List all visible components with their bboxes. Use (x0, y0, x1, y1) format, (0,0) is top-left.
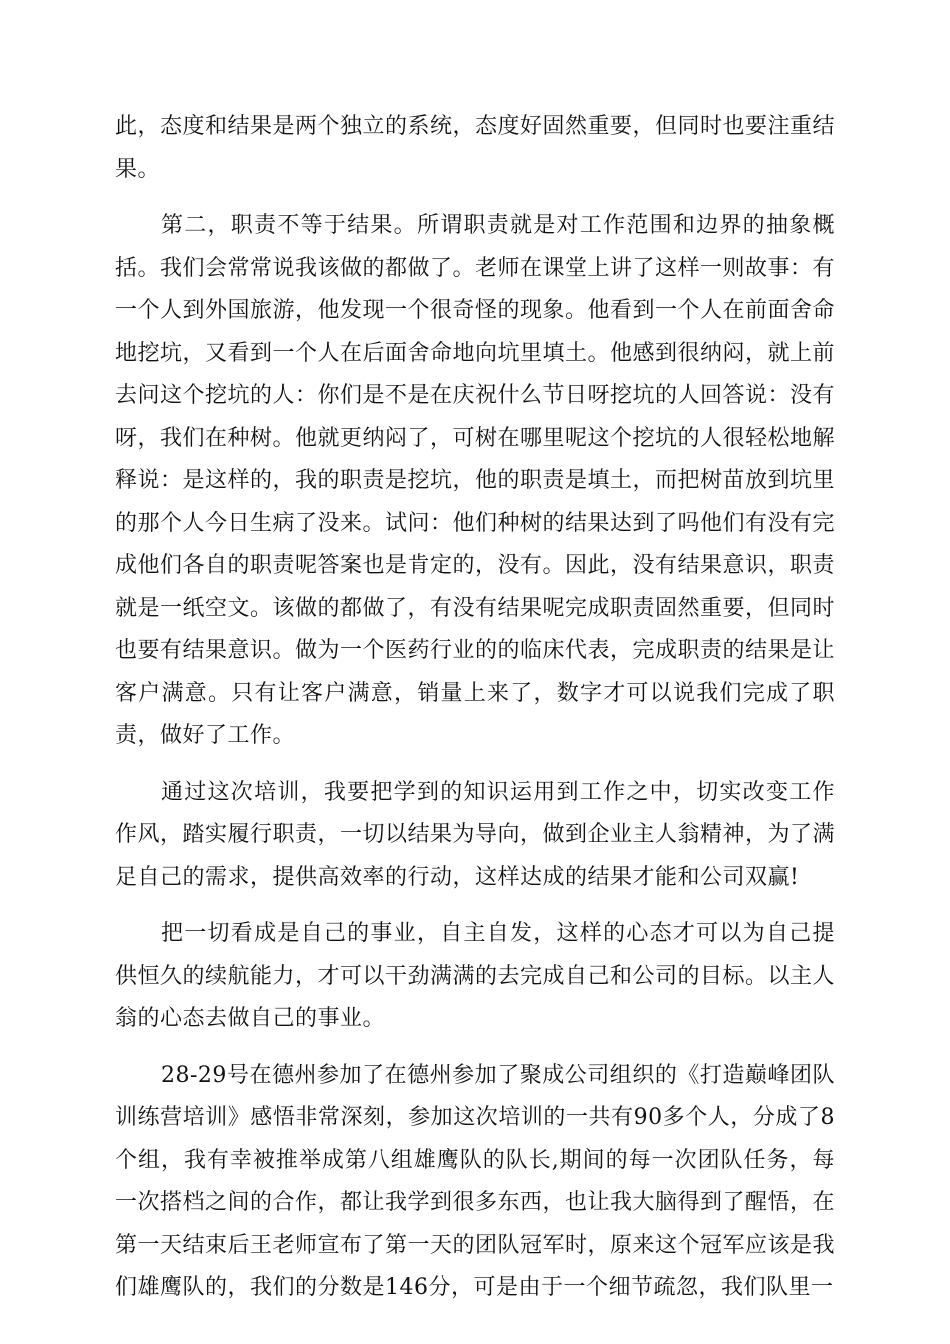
paragraph-responsibility: 第二，职责不等于结果。所谓职责就是对工作范围和边界的抽象概括。我们会常常说我该做的都做了。老师在课堂上讲了这样一则故事：有一个人到外国旅游，他发现一个很奇怪的现象。他看到一个人在前面舍命地挖坑，又看到一个人在后面舍命地向坑里填土。他感到很纳闷，就上前去问这个挖坑的人：你们是不是在庆祝什么节日呀挖坑的人回答说：没有呀，我们在种树。他就更纳闷了，可树在哪里呢这个挖坑的人很轻松地解释说：是这样的，我的职责是挖坑，他的职责是填土，而把树苗放到坑里的那个人今日生病了没来。试问：他们种树的结果达到了吗他们有没有完成他们各自的职责呢答案也是肯定的，没有。因此，没有结果意识，职责就是一纸空文。该做的都做了，有没有结果呢完成职责固然重要，但同时也要有结果意识。做为一个医药行业的的临床代表，完成职责的结果是让客户满意。只有让客户满意，销量上来了，数字才可以说我们完成了职责，做好了工作。 (115, 213, 836, 748)
paragraph-training-application: 通过这次培训，我要把学到的知识运用到工作之中，切实改变工作作风，踏实履行职责，一切以结果为导向，做到企业主人翁精神，为了满足自己的需求，提供高效率的行动，这样达成的结果才能和公司双赢! (115, 779, 836, 890)
document-body (115, 106, 835, 1324)
paragraph-ownership: 把一切看成是自己的事业，自主自发，这样的心态才可以为自己提供恒久的续航能力，才可以干劲满满的去完成自己和公司的目标。以主人翁的心态去做自己的事业。 (115, 921, 836, 1031)
paragraph-continuation: 此，态度和结果是两个独立的系统，态度好固然重要，但同时也要注重结果。 (115, 114, 836, 182)
paragraph-team-training: 28-29号在德州参加了在德州参加了聚成公司组织的《打造巅峰团队训练营培训》感悟非常深刻，参加这次培训的一共有90多个人，分成了8个组，我有幸被推举成第八组雄鹰队的队长,期间的每一次团队任务，每一次搭档之间的合作，都让我学到很多东西，也让我大脑得到了醒悟，在第一天结束后王老师宣布了第一天的团队冠军时，原来这个冠军应该是我们雄鹰队的，我们的分数是146分，可是由于一个细节疏忽，我们队里一 (115, 1062, 836, 1300)
